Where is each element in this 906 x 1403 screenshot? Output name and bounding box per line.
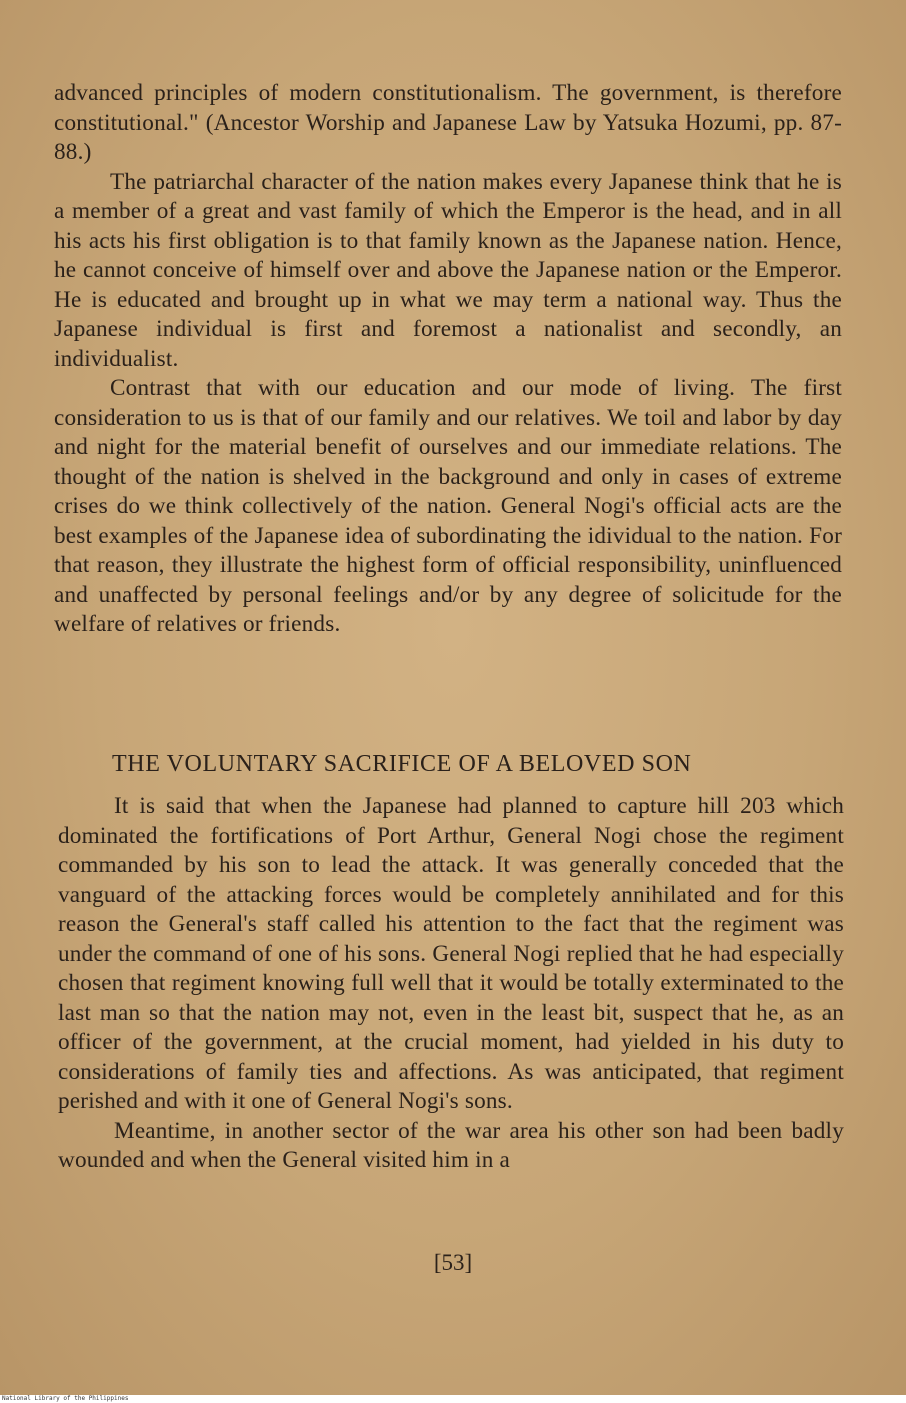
page-number: [53]: [433, 1250, 473, 1275]
paragraph-contrast: Contrast that with our education and our mode of living. The first consideration to us is that of our family and our relatives. We toil and labor by day and night for the material benefit of ourselves and our immediate relations. The thought of the nation is shelved in the background and only in cases of extreme crises do we think collectively of the nation. General Nogi's official acts are the best examples of the Japanese idea of subordinating the idividual to the nation. For that reason, they illustrate the highest form of official responsibility, uninfluenced and unaffected by personal feelings and/or by any degree of solicitude for the welfare of relatives or friends.: [54, 375, 842, 637]
footer-strip: [0, 1395, 906, 1403]
body-text-top: [54, 79, 842, 640]
paragraph-patriarchal-character: The patriarchal character of the nation makes every Japanese think that he is a member of a great and vast family of which the Emperor is the head, and in all his acts his first obligation is to that family known as the Japanese nation. Hence, he cannot conceive of himself over and above the Japanese nation or the Emperor. He is educated and brought up in what we may term a national way. Thus the Japanese individual is first and foremost a nationalist and secondly, an individualist.: [54, 168, 842, 372]
footer-credit: National Library of the Philippines: [2, 1395, 129, 1402]
paragraph-hill-203: It is said that when the Japanese had planned to capture hill 203 which dominated the fortifications of Port Arthur, General Nogi chose the regiment commanded by his son to lead the attack. It was generally conceded that the vanguard of the attacking forces would be completely annihilated and for this reason the General's staff called his attention to the fact that the regiment was under the command of one of his sons. General Nogi replied that he had especially chosen that regiment knowing full well that it would be totally exterminated to the last man so that the nation may not, even in the least bit, suspect that he, as an officer of the government, at the crucial moment, had yielded in his duty to considerations of family ties and affections. As was anticipated, that regiment perished and with it one of General Nogi's sons.: [58, 793, 844, 1114]
paragraph-meantime: Meantime, in another sector of the war area his other son had been badly wounded and when the General visited him in a: [58, 1117, 844, 1173]
section-heading: THE VOLUNTARY SACRIFICE OF A BELOVED SON: [112, 751, 692, 777]
body-text-bottom: [58, 792, 844, 1176]
paragraph-continuation: advanced principles of modern constitutionalism. The government, is therefore constitutional." (Ancestor Worship and Japanese Law by Yatsuka Hozumi, pp. 87-88.): [54, 80, 842, 165]
